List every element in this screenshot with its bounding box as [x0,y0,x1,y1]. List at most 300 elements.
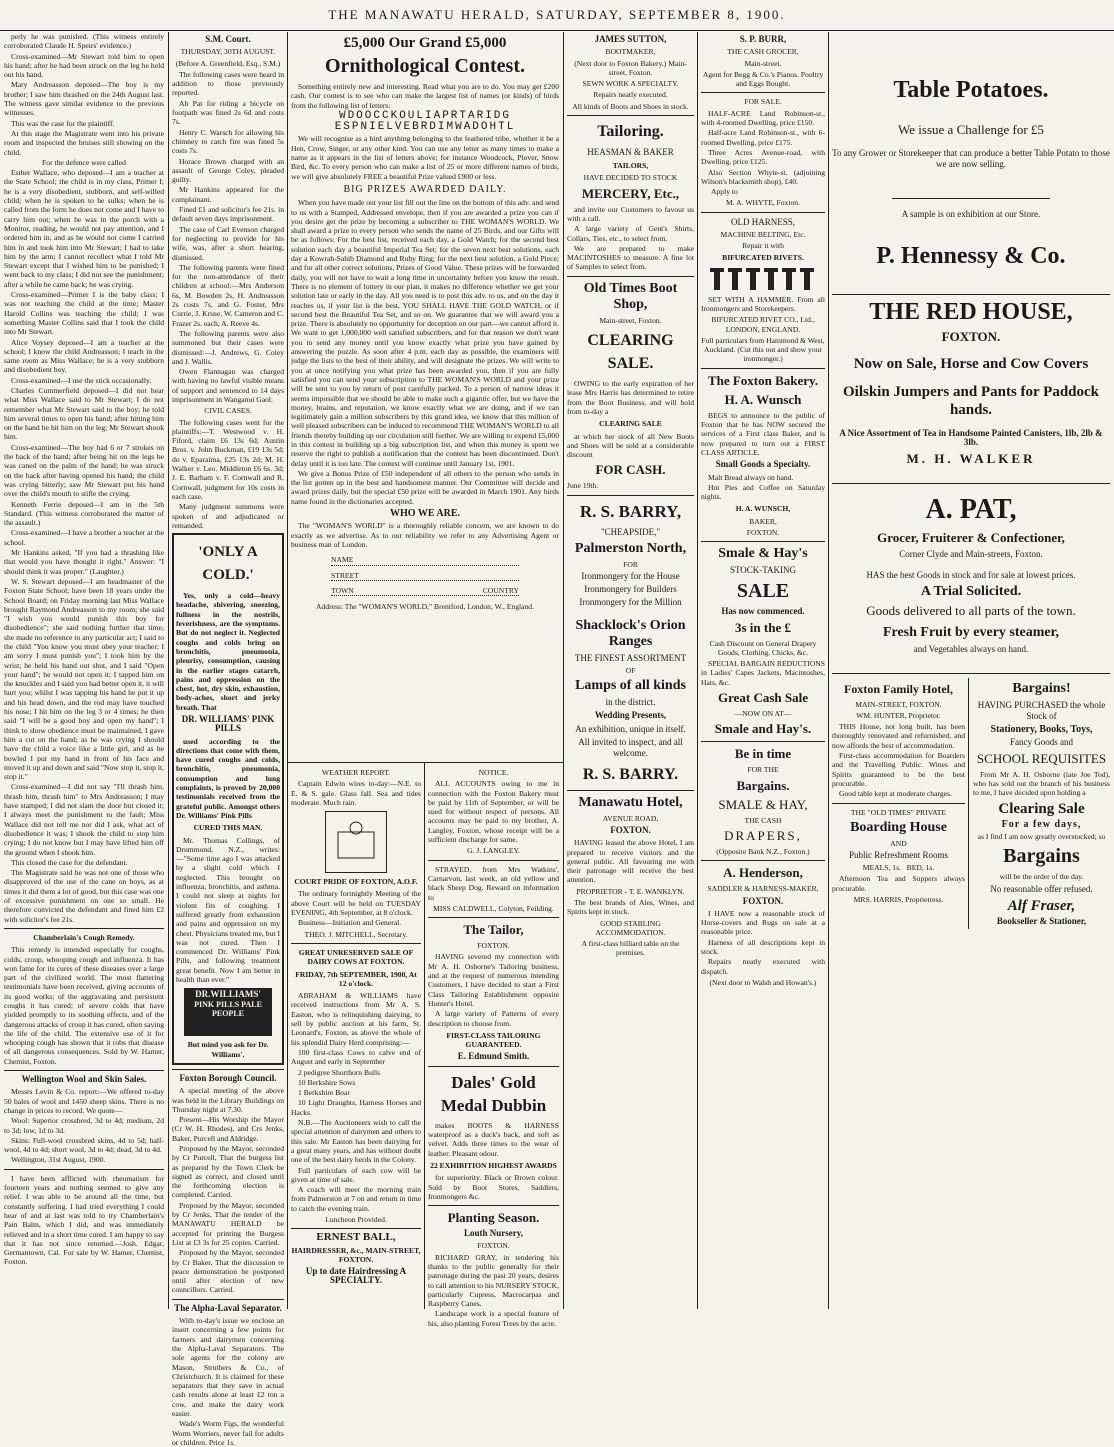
divider [4,1070,164,1071]
paragraph: Alice Voysey deposed—I am a teacher at the school; I know the child Andreasson; I teach in the same room as Miss Wallace; he is a very stubborn and disobedient boy. [4,337,164,375]
form-name-field[interactable] [331,555,519,565]
paragraph: A large variety of Gent's Shirts, Collars, Ties, etc., to select from. [567,224,694,243]
smale-hay-heading: Smale & Hay's [718,546,808,562]
contest-title: Ornithological Contest. [325,55,525,77]
heading-alpha-laval: The Alpha-Laval Separator. [174,1302,282,1313]
apply: Apply to [711,187,738,197]
purchased-text: HAVING PURCHASED the whole Stock of [977,699,1106,721]
paragraph: Proposed by the Mayor, seconded by Cr Jenks, That the tender of the MANAWATU HERALD be accepted for printing the Burgess List at £3 3s for 25 copies. Carried. [172,1200,284,1247]
divider [701,92,825,93]
now-on: —NOW ON AT— [734,709,792,719]
wedding-heading: Wedding Presents, [594,710,667,721]
burr-name: S. P. BURR, [739,34,787,44]
tailor-signature: E. Edmund Smith. [457,1051,530,1062]
bookseller: Bookseller & Stationer, [996,915,1087,926]
paragraph: For the defence were called [42,157,126,167]
divider [701,541,825,542]
ball-trade: HAIRDRESSER, &c., MAIN-STREET, FOXTON. [291,1245,421,1264]
sale-heading: GREAT UNRESERVED SALE OF DAIRY COWS AT FOXTON. [298,947,414,967]
cured-heading: CURED THIS MAN. [193,823,263,833]
paragraph: RICHARD GRAY, in tendering his thanks to the public generally for their patronage during the past 20 years, desires to call attention to his NURSERY STOCK, particularly Cupress, Macrocarpas and Raspberry Canes. [428,1252,559,1309]
paragraph: HAVING severed my connection with Mr A. H. Osborne's Tailoring business, and at the request of numerous intending Customers, I have decided to start a First Class Tailoring Establishment opposite Hunter's Hotel. [428,952,559,1008]
clearing-date: June 19th. [567,481,599,491]
sutton-repairs: Repairs neatly executed. [593,90,668,100]
paragraph: The following cases went for the plaintiffs:—T. Westwood v. H. Fiford, claim £6 13s 6d; Austin Bros. v. John Buckman, £19 13s 5d; do v. Eparaima, £25 13s 2d; M. H. Walker v. Leo. Middleton £6 6s. 3d; J. E. Barham v. F. Cornwall and R. Cornwall, judgment for 10s costs in each case. [172,417,284,501]
rivets-footer: Full particulars from Hammond & West, Auckland. (Cut this out and show your ironmonger.) [701,335,825,364]
column-ads-2 [701,32,825,1309]
tailor-heading: The Tailor, [463,922,524,938]
covers-line: Now on Sale, Horse and Cow Covers [853,356,1089,372]
boarding-house: Boarding House [850,819,947,835]
divider [172,1069,284,1070]
column-notices [428,766,559,1328]
tailoring-text: HAVE DECIDED TO STOCK [583,173,678,183]
divider [701,741,825,742]
nursery-town: FOXTON. [477,1241,510,1251]
whyte-signature: M. A. WHYTE, Foxton. [726,198,800,208]
paragraph: W. S. Stewart deposed—I am headmaster of the Foxton State School; have been 18 years under the School Board; on Friday morning last Miss Wallace brought Raymond Andreasson to my room; she said "I wish you would punish this boy for disobedience"; she said nothing further that time; she made no reference to any particular act; I said to the child "You know you must obey your teacher; I am sorry I must punish you"; I took him by the wrist; he held his hand out shut, and I said "Open your hand"; he would not open it; I tapped him on the knuckles and I said you had better open it, it will hurt you; whilst I was tapping his hand he put it up and his head down, and the rod may have touched his nose; I hit him on the leg 3 or 4 times; he then said "I will be a good boy and open my hand"; I think to show obedience must be maintained, I gave him a cut on the hand; as he was crying I should have the child a voice like a little girl, and as he bowled I put my hand in front of his face and moved it up and down and said "Now stop it, stop it, stop it." [4,576,164,782]
paragraph: STRAYED, from Mrs Watkins', Carnarvon, last week, an old yellow and black Sheep Dog. Reward on information to [428,864,559,902]
paragraph: Cross-examined—I did not say "I'll thrash him, thrash him, thrash him" to Mrs Andreasson; I may have stamped; I did not slam the door but closed it; I always meet the punishment to the fault; Miss Wallace did not tell me nor did I ask, what act of disobedience it was; I shook the child to stop him crying; I do not know but I may have lifted him off the ground when I shook him. [4,782,164,857]
corner-address: Corner Clyde and Main-streets, Foxton. [899,548,1043,559]
court-date: THURSDAY, 30TH AUGUST. [180,47,276,57]
harness-sub: MACHINE BELTING, Etc. [720,229,806,239]
masthead: THE MANAWATU HERALD, SATURDAY, SEPTEMBER 8, 1900. [328,7,786,22]
fraser-ad [973,678,1110,929]
henderson-name: A. Henderson, [723,865,803,881]
paragraph: BEGS to announce to the public of Foxton that he has NOW secured the services of a First class Baker, and is now prepared to turn out a FIRST CLASS ARTICLE. [701,410,825,457]
for-label: FOR [623,559,638,569]
sample-text: A sample is on exhibition at our Store. [901,209,1041,219]
sale-date: FRIDAY, 7th SEPTEMBER, 1900, At 12 o'clock. [295,969,417,988]
refreshment-rooms: Public Refreshment Rooms [849,850,948,861]
ad-text: Yes, only a cold—heavy headache, shivering, sneezing, fullness in the nostrils, feverishness, are the symptoms. But do not neglect it. Neglected coughs and colds bring on bronchitis, pneumonia, pleurisy, consumption, causing in the earlier stages catarrh, pains and oppression on the chest, hot, dry skin, exhaustion, body-aches, short and jerky breath. That [176,591,280,712]
paragraph: The case of Carl Evenson charged for neglecting to provide for his wife, was, after a short hearing, dismissed. [172,224,284,262]
wunsch-name: H. A. Wunsch [724,391,802,407]
barry-name: R. S. BARRY, [579,501,682,521]
ad-title-cough-remedy: Chamberlain's Cough Remedy. [33,932,135,942]
fresh-fruit-line: Fresh Fruit by every steamer, [882,624,1060,640]
divider [567,276,694,277]
grocer-trade: Grocer, Fruiterer & Confectioner, [877,529,1065,545]
finest-assortment: THE FINEST ASSORTMENT [574,653,687,664]
old-times-heading: Old Times Boot Shop, [583,280,678,312]
divider [567,790,694,791]
divider [701,368,825,369]
form-label: STREET [331,570,359,580]
sale-item: 10 Berkshire Sows [298,1077,356,1087]
palmerston-north: Palmerston North, [574,540,687,556]
divider [701,212,825,213]
column-rule [287,32,288,1309]
paragraph: With to-day's issue we enclose an insert concerning a few points for farmers and dairymen concerning the Alpha-Laval Separators. The sole agents for the colony are Mason, Struthers & Co., of Christchurch. It is claimed for these separators that they save in actual cash results alone at least £2 ton a cow, and make the dairy work easier. [172,1316,284,1418]
tailoring-names: HEASMAN & BAKER [587,147,674,158]
paragraph: for superiority. Black or Brown colour. Sold by Boot Stores, Saddlers, Ironmongers &c. [428,1173,559,1201]
paragraph: Esther Wallace, who deposed—I am a teacher at the State School; the child is in my class, Primer I; he is a very disobedient, stubborn, and self-willed child; when he is spoken to he sulks; when he is called from the form he does not come and I have to carry him out; when he was in the porch with a Monitor, reading, he would not pay attention, and I ordered him in, and as he would not come I carried him in and took him into Mr Stewart; I had to take him by the arm; I cannot recollect what I told Mr Stewart except that I wished him to be punished; I went back to my class; I did not see the punishment; after a while he came back; he was crying. [4,168,164,289]
pills-logo [184,988,272,1036]
ironmongery-line: Ironmongery for the Million [579,597,682,608]
few-days: For a few days, [1001,818,1082,830]
contest-address: Address: The "WOMAN'S WORLD," Brentford, London, W., England. [316,602,534,612]
hotel-town: FOXTON. [610,824,651,835]
masthead-rule [0,30,1114,31]
paragraph: SPECIAL BARGAIN REDUCTIONS in Ladies' Capes Jackets, Macintoshes, Hats, &c. [701,659,826,687]
old-times-address: Main-street, Foxton. [599,315,662,325]
harris-signature: MRS. HARRIS, Proprietress. [853,895,944,905]
family-hotel-heading: Foxton Family Hotel, [844,681,953,696]
divider [428,860,559,861]
divider [291,1228,421,1229]
pills-title: DR. WILLIAMS' PINK PILLS [181,714,275,734]
signature: MISS CALDWELL, Colyton, Feilding. [433,903,554,913]
paragraph: I HAVE now a reasonable stock of Horse-covers and Rugs on sale at a reasonable price. [701,908,825,937]
burr-address: Main-street. [744,58,782,68]
foxton-label: FOXTON. [941,329,1001,344]
paragraph: Proposed by the Mayor, seconded by Cr Baker, That the discussion re peace demonstration be postponed until after election of new councillors. Carried. [172,1248,284,1295]
paragraph: The best brands of Ales, Wines, and Spirits kept in stock. [567,897,694,917]
divider [832,294,1110,295]
form-label: NAME [331,555,354,565]
bed-label: BED, 1s. [906,863,935,873]
small-goods: Small Goods a Specialty. [715,459,811,470]
barry-signature: R. S. BARRY. [582,765,679,783]
column-rule [563,32,564,1309]
great-cash-sale: Great Cash Sale [717,690,809,706]
ad-text: Mr. Thomas Collings, of Drummond, N.Z., writes:—"Some time ago I was attacked by a slight cold which I neglected. This brought on influenza, bronchitis, and asthma. I could not sleep at nights for violent fits of coughing. I suffered greatly from exhaustion and pains and oppression on my chest. Physicians treated me, but I was not cured. Then I commenced Dr. Williams' Pink Pills, and following treatment great benefit. Now I am better in health than ever." [176,835,280,985]
notice-heading: NOTICE. [478,768,509,777]
civil-cases-label: CIVIL CASES. [204,406,252,416]
tailor-tagline: FIRST-CLASS TAILORING GUARANTEED. [446,1030,541,1050]
be-in-time: Be in time [734,746,792,762]
column-ads-1 [567,32,694,1309]
paragraph: Three Acres Avenue-road, with Dwelling, price £125. [701,147,825,167]
paragraph: A special meeting of the above was held in the Library Buildings on Thursday night at 7.30. [172,1086,284,1114]
dales-awards: 22 EXHIBITION HIGHEST AWARDS [430,1160,557,1170]
heading-wool-sales: Wellington Wool and Skin Sales. [21,1074,147,1085]
paragraph: Half-acre Land Robinson-st., with 6-roomed Dwelling, price £175. [701,128,825,147]
paragraph: From Mr A. H. Osborne (late Joe Tod), who has sold out the branch of his business to me, I have decided upon holding a [973,769,1110,798]
paragraph: Cross-examined—Primer I is the baby class; I was not teaching the child at the time; Master Harold Collins was teaching the child; I was something Master Collins said that I took the child into Mr Stewart. [4,290,164,337]
paragraph: HALF-ACRE Land Robinson-st., with 4-roomed Dwelling, price £150. [701,108,825,128]
wedding-text: An exhibition, unique in itself. [575,723,686,734]
divider [567,115,694,116]
paragraph: Present—His Worship the Mayor (Cr W. H. Rhodes), and Crs Jenks, Baker, Purcell and Aldridge. [172,1115,284,1143]
paragraph: We give a Bonus Prize of £50 independent of all others to the person who sends in the list gotten up in the best and handsomest manner. Our Committee will decide and award prizes daily, but the special £50 prize will be awarded in March 1901. Any birds name found in the dictionaries accepted. [291,468,559,506]
school-requisites: SCHOOL REQUISITES [976,750,1107,766]
column-court-report [4,32,164,1309]
next-door: (Next door to Walsh and Howan's.) [709,977,817,987]
hunter-proprietor: WM. HUNTER, Proprietor. [856,710,941,720]
rivets-company: BIFURCATED RIVET CO., Ltd., LONDON, ENGLAND. [711,315,815,334]
divider [172,1299,284,1300]
shacklock-ranges: Shacklock's Orion Ranges [575,618,686,650]
main-street: MAIN-STREET, FOXTON. [855,699,942,709]
column-rule [828,32,829,1309]
harness-heading: OLD HARNESS, [730,216,795,227]
form-label: TOWN [331,585,354,595]
paragraph: Captain Edwin wires to-day:—N.E. to E. & S. gale. Glass fall. Sea and tides moderate. Much rain. [291,779,421,807]
letters-line: WDOOCCKOULIAPRTARIDG [338,109,512,122]
trial-solicited: A Trial Solicited. [920,583,1022,599]
paragraph: OWING to the early expiration of her lease Mrs Harris has determined to retire from the Boot Business, and will hold from to-day a [567,379,694,416]
column-rule [424,763,425,1309]
court-before: (Before A. Greenfield, Esq., S.M.) [175,58,281,68]
foxton-label: FOXTON. [746,527,780,537]
hotel-proprietor: PROPRIETOR - T. E. WANKLYN. [576,886,685,896]
overstocked: as I find I am now greatly overstocked; so [977,832,1106,842]
prizes-heading: BIG PRIZES AWARDED DAILY. [343,183,507,195]
a-pat-name: A. PAT, [925,493,1017,525]
column-rule [697,32,698,1309]
nursery-name: Louth Nursery, [463,1228,523,1239]
paragraph: Skins: Full-wool crossbred skins, 4d to 5d; half-wool, 4d to 4d; short wool, 3d to 4d; dead, 3d to 4d. [4,1135,164,1155]
rivet-icon [708,266,818,292]
paragraph: Many judgment summons were spoken of and adjudicated or remanded. [172,502,284,530]
order-of-day: will be the order of the day. [999,872,1084,882]
red-house-heading: THE RED HOUSE, [869,299,1073,325]
rivets-illustration [701,266,825,292]
paragraph: Charles Cummerfield deposed—I did not hear what Miss Wallace said to Mr Stewart; I do not remember what Mr Stewart said to the boy; he told him several times to open his hand; after hitting him on the hand he hit him on the leg; Mr Stewart shook him. [4,385,164,442]
paragraph: We will recognise as a bird anything belonging to the feathered tribe, whether it be a Hen, Crow, Singer, or any other kind. You can use any letter as many times to make a name as it appears in the list of letters above; for instance Woodcock, Plover, Snow Bird, &c. To every person who can make a list of 25 or more different names of birds, we will give absolutely FREE a beautiful Prize valued £900 or less. [291,134,559,181]
pills-footer: But mind you ask for Dr. Williams'. [187,1040,269,1059]
paragraph: Mr Hankins appeared for the complainant. [172,185,284,204]
signature: THEO. J. MITCHELL, Secretary. [304,929,408,939]
smale-hay-name: SMALE & HAY, [718,796,808,812]
saddler-trade: SADDLER & HARNESS-MAKER, [707,884,819,894]
paragraph: Kenneth Ferrie deposed—I am in the 5th Standard. (This witness corroborated the matter of the assault.) [4,499,164,528]
divider [4,928,164,929]
stabling: GOOD STABLING ACCOMMODATION. [595,918,666,937]
bottom-ads [832,678,1110,929]
paragraph: N.B.—The Auctioneers wish to call the special attention of dairymen and others to this sale. Mr Easton has been dairying for a great many years, and has without doubt one of the best dairy herds in the Colony. [291,1118,421,1165]
for-the: FOR THE [747,765,779,775]
signature: G. J. LANGLEY. [467,846,520,856]
spacer [832,32,1110,72]
divider [428,1205,559,1206]
harness-sub2: Repair it with [742,241,784,251]
pills-logo-text: PINK PILLS PALE PEOPLE [194,999,262,1018]
paragraph: Cross-examined—I use the stick occasionally. [11,375,152,385]
paragraph: Hot Pies and Coffee on Saturday nights. [701,482,825,502]
divider [701,860,825,861]
tailoring-trade: TAILORS, [612,161,649,171]
paragraph: SET WITH A HAMMER. From all Ironmongers and Storekeepers. [701,294,825,313]
hotel-heading: Manawatu Hotel, [578,794,683,810]
paragraph: Owen Flannagan was charged with having no lawful visible means of support and sentenced to 14 days imprisonment in Wanganui Gaol. [172,367,284,404]
grower-text: To any Grower or Storekeeper that can produce a better Table Potato to those we are now selling. [832,148,1110,169]
paragraph: Horace Brown charged with an assault of George Coley, pleaded guilty. [172,156,284,185]
paragraph: Ah Pat for riding a bicycle on footpath was fined 2s 6d and costs 7s. [172,98,284,127]
burr-trade: THE CASH GROCER, [727,47,799,57]
the-cash: THE CASH [744,815,782,825]
tailoring-heading: Tailoring. [597,123,664,141]
heading-borough-council: Foxton Borough Council. [179,1072,277,1083]
meals-price [832,863,965,872]
pat-text: HAS the best Goods in stock and for sale at lowest prices. [866,569,1076,580]
sutton-tagline: SEWN WORK A SPECIALTY. [582,79,679,89]
paragraph: Full particulars of each cow will be given at time of sale. [291,1165,421,1184]
bargains-big: Bargains [1003,845,1080,868]
form-street-field[interactable] [331,571,519,581]
hotel-address: AVENUE ROAD, [602,813,659,823]
forester-emblem [325,811,387,873]
delivered-line: Goods delivered to all parts of the town. [866,602,1076,618]
column-rule [168,32,169,1309]
divider [567,495,694,496]
paragraph: A coach will meet the morning train from Palmerston at 7 on and return in time to catch the evening train. [291,1185,421,1213]
luncheon: Luncheon Provided. [325,1214,387,1224]
planting-heading: Planting Season. [447,1210,540,1226]
paragraph: Cross-examined—I have a brother a teacher at the school. [4,528,164,547]
paragraph: Landscape work is a special feature of his, also planting Forest Trees by the acre. [428,1309,559,1328]
walker-name: M. H. WALKER [906,450,1036,466]
column-ads-3 [832,32,1110,1309]
divider [4,1169,164,1170]
paragraph: The "WOMAN'S WORLD" is a thoroughly reliable concern, we are known to do exactly as we advertise. As to our reliability we refer to any Advertising Agent or business man of London. [291,521,559,549]
hennessy-name: P. Hennessy & Co. [876,243,1066,269]
ad-title-only-a-cold: 'ONLY A COLD.' [198,544,258,584]
divider [832,673,1110,674]
who-we-are-heading: WHO WE ARE. [389,508,461,520]
fraser-name: Alf Fraser, [1007,897,1076,914]
form-town-field[interactable] [331,586,519,596]
billiard: A first-class billiard table on the premises. [581,939,680,958]
ironmongery-line: Ironmongery for Builders [584,584,677,595]
invite-text: All invited to inspect, and all welcome. [578,736,683,758]
and-label: AND [890,838,907,848]
divider [291,943,421,944]
paragraph: Mr Hankins asked, "If you had a thrashing like that would you have thought it right." Answer: "I should think it was proper." (Laughter.) [4,548,164,576]
paragraph: ALL ACCOUNTS owing to me in connection with the Foxton Bakery must be paid by 11th of September, or will be sued for without respect of persons. All accounts may be paid to my brother, A. Langley, Foxton, whose receipt will be a sufficient discharge for same. [428,779,559,845]
paragraph: Messrs Levin & Co. report:—We offered to-day 50 bales of wool and 1450 sheep skins. There is no change in prices to record. We quote— [4,1087,164,1115]
dales-dubbin-title: Dales' Gold Medal Dubbin [440,1072,547,1115]
paragraph: Business—Initiation and General. [298,918,402,928]
weather-heading: WEATHER REPORT. [321,768,391,777]
divider [832,483,1110,484]
clearing-sub: CLEARING SALE [599,419,662,429]
column-sm-court [172,32,284,1447]
paragraph: This closed the case for the defendant. [11,857,128,867]
ad-pink-pills [172,533,284,1065]
paragraph: at which her stock of all New Boots and Shoes will be sold at a considerable discount [567,431,694,460]
form-label: COUNTRY [482,585,519,595]
paragraph: The Magistrate said he was not one of those who disapproved of the use of the cane on boys, as at times it did them a lot of good, but this case was one of excessive punishment on one so small. He therefore convicted the defendant and fined him £2 with solicitor's fee 21s. [4,868,164,924]
paragraph: The following cases were heard in addition to those previously reported. [172,69,284,98]
challenge-line: We issue a Challenge for £5 [898,122,1044,137]
divider [428,917,559,918]
family-hotel-ad [832,678,969,929]
contest-banner: £5,000 Our Grand £5,000 [343,35,507,51]
meals-label: MEALS, 1s. [862,863,901,873]
commenced: Has now commenced. [721,606,805,617]
paragraph: The following parents were fined for the non-attendance of their children at school:—Mrs Anderson 6s, M. Bowden 2s, H. Andreasson 2s costs 7s, and G. Foster, Mrs Currie, J. Kruse, W. Cameron and C. Frazer 2s. each, A. Reeve 4s. [172,262,284,328]
divider [832,803,965,804]
sutton-address: (Next door to Foxton Bakery.) Main-street, Foxton. [574,58,687,77]
paragraph: Fined £1 and solicitor's fee 21s. in default seven days imprisonment. [172,205,284,224]
sutton-trade: BOOTMAKER, [605,47,656,57]
paragraph: Afternoon Tea and Suppers always procurable. [832,874,966,893]
testimonial: I have been afflicted with rheumatism for fourteen years and nothing seemed to give any relief. I was able to be around all the time, but constantly suffering. I had tried everything I could hear of and at last was told to try Chamberlain's Pain Balm, which I did, and was immediately relieved and in a short time cured. I am happy to say that it has not since returned.—Josh. Edgar, Germantown, Cal. For sale by W. Hamer, Chemist, Foxton. [4,1173,164,1267]
bakery-heading: The Foxton Bakery. [707,372,819,388]
no-reasonable-offer: No reasonable offer refused. [990,883,1093,894]
table-potatoes-heading: Table Potatoes. [893,77,1049,103]
paragraph: Malt Bread always on hand. [708,472,794,482]
paragraph: Proposed by the Mayor, seconded by Cr Purcell, That the burgess list as prepared by the Town Clerk be signed as correct, and closed until the forthcoming election is completed. Carried. [172,1143,284,1200]
tailor-town: FOXTON. [477,941,510,951]
paragraph: Mary Andreasson deposed—The boy is my brother; I saw him thrashed on the 24th August last. The witness gave similar evidence to the previous witnesses. [4,80,164,118]
sale-item: 100 first-class Cows to calve end of August and early in September [291,1047,421,1067]
ad-text: used according to the directions that come with them, have cured coughs and colds, bronchitis, pneumonia, consumption and lung complaints, is proved by 20,000 testimonials received from the grateful public. Amongst others Dr. Williams' Pink Pills [176,736,280,820]
old-times-private: THE "OLD TIMES" PRIVATE [850,807,947,817]
sale-item: 1 Berkshire Boar [298,1088,350,1098]
stationery-line: Stationery, Books, Toys, [990,723,1093,735]
entry-form [331,555,519,596]
sutton-name: JAMES SUTTON, [594,34,667,44]
baker-label: BAKER, [749,516,777,526]
sale-item: 2 pedigree Shorthorn Bulls [298,1067,381,1077]
column-weather-court-sale [291,766,421,1309]
paragraph: A large variety of Patterns of every description to choose from. [428,1009,559,1028]
paragraph: Something entirely new and interesting. Read what you are to do. You may get £200 cash. Our contest is to see who can make the largest list of names (or kinds) of birds from the following list of letters: [291,82,559,110]
discount-rate: 3s in the £ [735,619,791,635]
opposite-bank: (Opposite Bank N.Z., Foxton.) [716,846,810,856]
ironmongery-line: Ironmongery for the House [581,571,680,582]
foxton-label: FOXTON. [742,895,784,906]
paragraph: When you have made out your list fill out the line on the bottom of this adv. and send to us with a Stamped, Addressed envelope, then if you are awarded a prize you can if you desire get the prize by becoming a subscriber to THE WOMAN'S WORLD. We shall award a prize to every person who sends the name of 25 Birds, and our Gifts will be as follows: For the best list, received each day, a Gold Watch; for the second best solution each day a beautiful Imperial Tea Set; for the seven next best solutions, each day a Kowrah-Sahib Diamond and Ruby Ring; for the next best solution, a Gold Piece; and for all other correct solutions, Prizes of Good Value. These prizes will be forwarded daily, you will not have to wait a long time in uncertainty before you know the result. There is no element of lottery in our plan, it makes no difference whether we get your solution late or early in the day. All you need is to post this adv. to us, and on the day it reaches us, if your list is the best, YOU SHALL HAVE THE GOLD WATCH, or if second best the Beautiful Tea Set, and so on. We guarantee that we will award you a prize. There is absolutely no opportunity for deception on our part—we cannot afford it. We want to get 1,000,000 well satisfied subscribers, and for that reason we don't want you to send any money until you know exactly what prize you have gained by answering the puzzle. As soon after 4 p.m. each day as possible, the examiners will judge the lists to the best of their ability, and will designate the prizes. We will write to you at once notifying you what prize has been awarded you, then if you are fully satisfied you can send your subscription to THE WOMAN'S WORLD and your prize will be sent to you by return of post carefully packed. To a person of narrow ideas it seems impossible that we should be able to make such a gigantic offer, but we have the money, brains, and reputation, we know exactly what we are doing, and if we can legitimately gain a million subscribers by this grand idea, we know that this million of well pleased subscribers can be induced to recommend THE WOMAN'S WORLD to all friends thereby building up our circulation still further. We are willing to expend £5,000 in this contest in building up a big subscription list, and when this money is spent we reserve the right to publish a notification that the contest has been discontinued. Don't delay until it is too late. The contest will continue until January 1st, 1901. [291,198,559,468]
paragraph: This was the case for the plaintiff. [11,118,115,128]
paragraph: First-class accommodation for Boarders and the Travelling Public. Wines and Spirits guaranteed to be the best procurable. [832,751,966,788]
smale-hay-name: Smale and Hay's. [714,721,812,737]
paragraph: We are prepared to make MACINTOSHES to measure. A fine lot of Samples to select from. [567,243,694,272]
clearing-sale: Clearing Sale [998,800,1085,817]
clearing-heading: CLEARING SALE. [587,332,674,373]
paragraph: ABRAHAM & WILLIAMS have received instructions from Mr A. S. Easton, who is relinquishing dairying, to sell by public auction at his farm, St. Leonard's, Foxton, as above the whole of his splendid Dairy Herd comprising:— [291,991,421,1047]
sale-heading: SALE [736,580,790,603]
for-cash: FOR CASH. [595,462,666,478]
district: in the district. [605,697,656,708]
wunsch-signature: H. A. WUNSCH, [735,504,791,514]
vegetables-line: and Vegetables always on hand. [913,643,1029,654]
paragraph: Wellington, 31st August, 1900. [11,1155,106,1165]
column-ornithological-contest [291,32,559,762]
paragraph: THIS House, not long built, has been thoroughly renovated and refurnished, and now affords the best of accommodation. [832,722,966,750]
ball-tagline: Up to date Hairdressing A SPECIALTY. [305,1266,407,1286]
for-sale-heading: FOR SALE. [744,97,782,107]
paragraph: Cross-examined—The boy had 6 or 7 strokes on the back of the hand; after being hit on the legs he was caned on the palm of the hand; he was struck on the back after having opened his hand; the child was crying bitterly; saw Mr Stewart put his hand over the child's mouth to stifle the crying. [4,442,164,499]
barry-sub: "CHEAPSIDE," [600,526,661,537]
bargains-heading: Bargains. [736,777,790,793]
fancy-goods: Fancy Goods and [1010,736,1073,747]
lamps-heading: Lamps of all kinds [575,678,686,694]
paragraph: Also Section Whyte-st. (adjoining Wilson's blacksmith shop), £40. [701,167,825,186]
stock-taking: STOCK-TAKING [729,565,797,576]
paragraph: Cross-examined—Mr Stewart told him to open his hand; after he had been struck on the leg he held out his hand. [4,51,164,80]
drapers: DRAPERS, [724,827,802,843]
ad-text-cough-remedy: This remedy is intended especially for coughs, colds, croup, whooping cough and influenza. It has won fame for its cures of these diseases over a large part of the civilized world. The most flattering testimonials have been received, giving accounts of its good works; of the aggravating and persistent coughs it has cured; of severe colds that have yielded promptly to its soothing effects, and of the dangerous attacks of croup it has cured, often saving the life of the child. The extensive use of it for whooping cough has shown that it robs that disease of all dangerous consequences. Sold by W. Hamer, Chemist, Foxton. [4,945,164,1066]
paragraph: Harness of all descriptions kept in stock. [701,937,825,957]
sale-item: 10 Light Draughts, Harness Horses and Hacks. [291,1098,421,1117]
heading-sm-court: S.M. Court. [205,34,251,44]
paragraph: At this stage the Magistrate went into his private room and inspected the bruises still showing on the child. [4,128,164,157]
paragraph: The ordinary fortnightly Meeting of the above Court will be held on TUESDAY EVENING, 4th September, at 8 o'clock. [291,889,421,918]
court-pride-heading: COURT PRIDE OF FOXTON, A.O.F. [294,877,418,887]
bargains-heading: Bargains! [1012,680,1071,696]
rivets-heading: BIFURCATED RIVETS. [722,253,804,263]
ball-name: ERNEST BALL, [316,1231,396,1244]
paragraph: Henry C. Warsch for allowing his chimney to catch fire was fined 5s costs 7s. [172,127,284,156]
mercery-heading: MERCERY, Etc., [581,185,680,201]
letters-line: ESPNIELVEBRDIMWADOHTL [334,121,516,134]
